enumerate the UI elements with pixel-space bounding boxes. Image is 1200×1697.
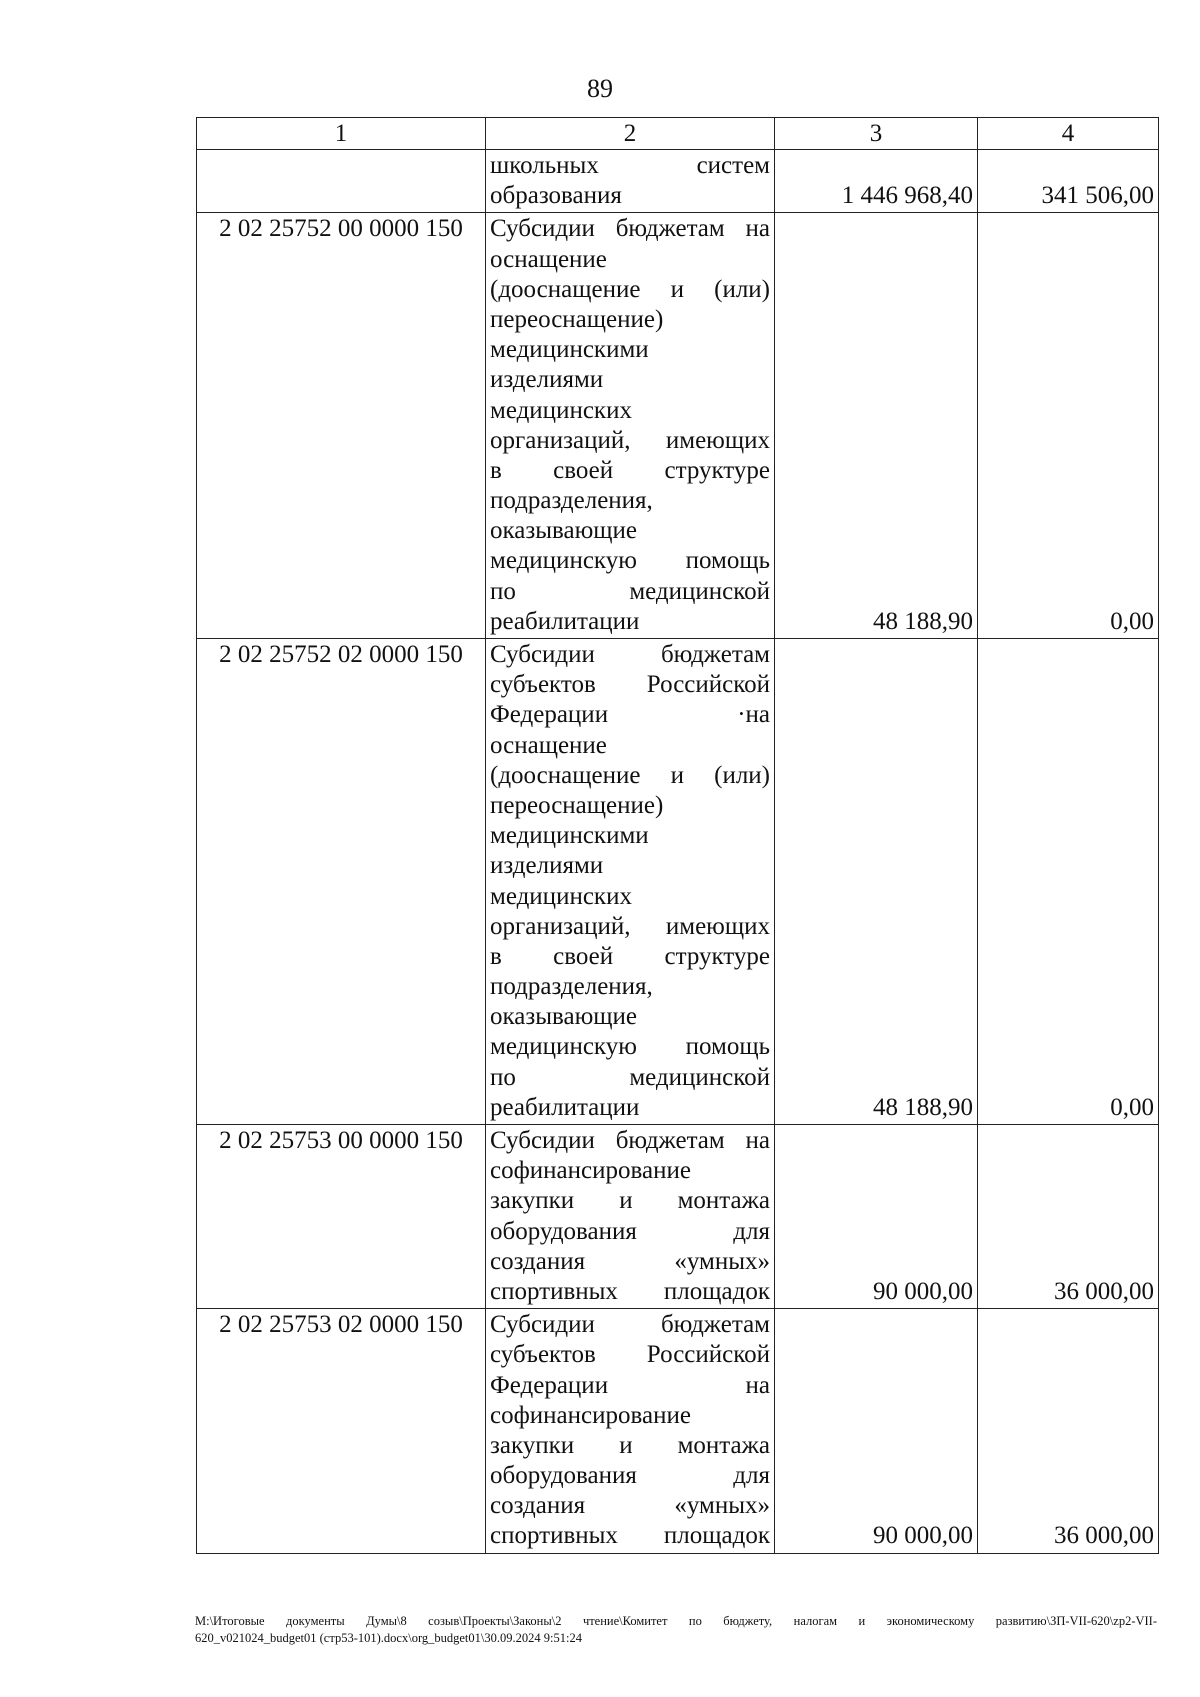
amount-col3: 90 000,00	[775, 1309, 978, 1554]
description-line: закупки и монтажа	[490, 1187, 770, 1215]
file-path-footer	[195, 1613, 1157, 1647]
footer-line: 620_v021024_budget01 (стр53-101).docx\org_budget01\30.09.2024 9:51:24	[195, 1631, 582, 1645]
column-header: 2	[486, 118, 775, 150]
revenue-description	[486, 1125, 775, 1309]
table-row	[197, 150, 1159, 213]
description-line: медицинских	[490, 882, 632, 910]
description-line: (дооснащение и (или)	[490, 761, 770, 789]
description-line: оборудования для	[490, 1462, 770, 1490]
description-line: переоснащение)	[490, 791, 664, 819]
table-row	[197, 1309, 1159, 1554]
revenue-description	[486, 1309, 775, 1554]
description-line: субъектов Российской	[490, 671, 770, 699]
description-line: спортивных площадок	[490, 1277, 770, 1305]
classification-code: 2 02 25752 00 0000 150	[197, 213, 486, 639]
description-line: оказывающие	[490, 1003, 638, 1031]
revenue-description	[486, 213, 775, 639]
description-line: Федерации на	[490, 1371, 770, 1399]
amount-col4: 0,00	[978, 213, 1159, 639]
description-line: реабилитации	[490, 607, 640, 635]
description-line: подразделения,	[490, 973, 653, 1001]
table-row	[197, 213, 1159, 639]
column-header: 3	[775, 118, 978, 150]
description-line: медицинскую помощь	[490, 1033, 770, 1061]
description-line: в своей структуре	[490, 456, 770, 484]
revenue-description	[486, 150, 775, 213]
description-line: субъектов Российской	[490, 1341, 770, 1369]
description-line: закупки и монтажа	[490, 1431, 770, 1459]
classification-code: 2 02 25753 00 0000 150	[197, 1125, 486, 1309]
table-row	[197, 639, 1159, 1125]
classification-code	[197, 150, 486, 213]
description-line: организаций, имеющих	[490, 912, 770, 940]
footer-line: M:\Итоговые документы Думы\8 созыв\Проекты\Законы\2 чтение\Комитет по бюджету, налогам и экономическому развитию\ЗП-VII-620\zp2-VII-	[195, 1614, 1157, 1628]
amount-col3: 90 000,00	[775, 1125, 978, 1309]
description-line: оснащение	[490, 731, 607, 759]
description-line: организаций, имеющих	[490, 426, 770, 454]
description-line: (дооснащение и (или)	[490, 275, 770, 303]
description-line: создания «умных»	[490, 1492, 770, 1520]
table-row	[197, 1125, 1159, 1309]
amount-col4: 0,00	[978, 639, 1159, 1125]
amount-col3: 48 188,90	[775, 639, 978, 1125]
description-line: по медицинской	[490, 577, 770, 605]
amount-col4: 36 000,00	[978, 1309, 1159, 1554]
classification-code: 2 02 25752 02 0000 150	[197, 639, 486, 1125]
description-line: изделиями	[490, 852, 604, 880]
classification-code: 2 02 25753 02 0000 150	[197, 1309, 486, 1554]
description-line: переоснащение)	[490, 305, 664, 333]
description-line: медицинскую помощь	[490, 547, 770, 575]
budget-table	[196, 117, 1159, 1554]
description-line: спортивных площадок	[490, 1522, 770, 1550]
description-line: софинансирование	[490, 1157, 691, 1185]
description-line: образования	[490, 182, 622, 210]
description-line: подразделения,	[490, 487, 653, 515]
amount-col3: 1 446 968,40	[775, 150, 978, 213]
description-line: создания «умных»	[490, 1247, 770, 1275]
description-line: оказывающие	[490, 517, 638, 545]
description-line: софинансирование	[490, 1401, 691, 1429]
revenue-description	[486, 639, 775, 1125]
description-line: медицинских	[490, 396, 632, 424]
description-line: оснащение	[490, 245, 607, 273]
description-line: Федерации ·на	[490, 701, 770, 729]
description-line: Субсидии бюджетам на	[490, 1127, 770, 1154]
table-header-row	[197, 118, 1159, 150]
amount-col4: 36 000,00	[978, 1125, 1159, 1309]
description-line: медицинскими	[490, 336, 649, 364]
description-line: изделиями	[490, 366, 604, 394]
description-line: по медицинской	[490, 1063, 770, 1091]
description-line: реабилитации	[490, 1093, 640, 1121]
description-line: в своей структуре	[490, 942, 770, 970]
amount-col4: 341 506,00	[978, 150, 1159, 213]
column-header: 1	[197, 118, 486, 150]
page-number: 89	[587, 74, 613, 103]
description-line: школьных систем	[490, 152, 770, 179]
description-line: Субсидии бюджетам	[490, 641, 770, 668]
description-line: Субсидии бюджетам	[490, 1311, 770, 1339]
amount-col3: 48 188,90	[775, 213, 978, 639]
column-header: 4	[978, 118, 1159, 150]
description-line: оборудования для	[490, 1217, 770, 1245]
description-line: медицинскими	[490, 822, 649, 850]
description-line: Субсидии бюджетам на	[490, 215, 770, 243]
